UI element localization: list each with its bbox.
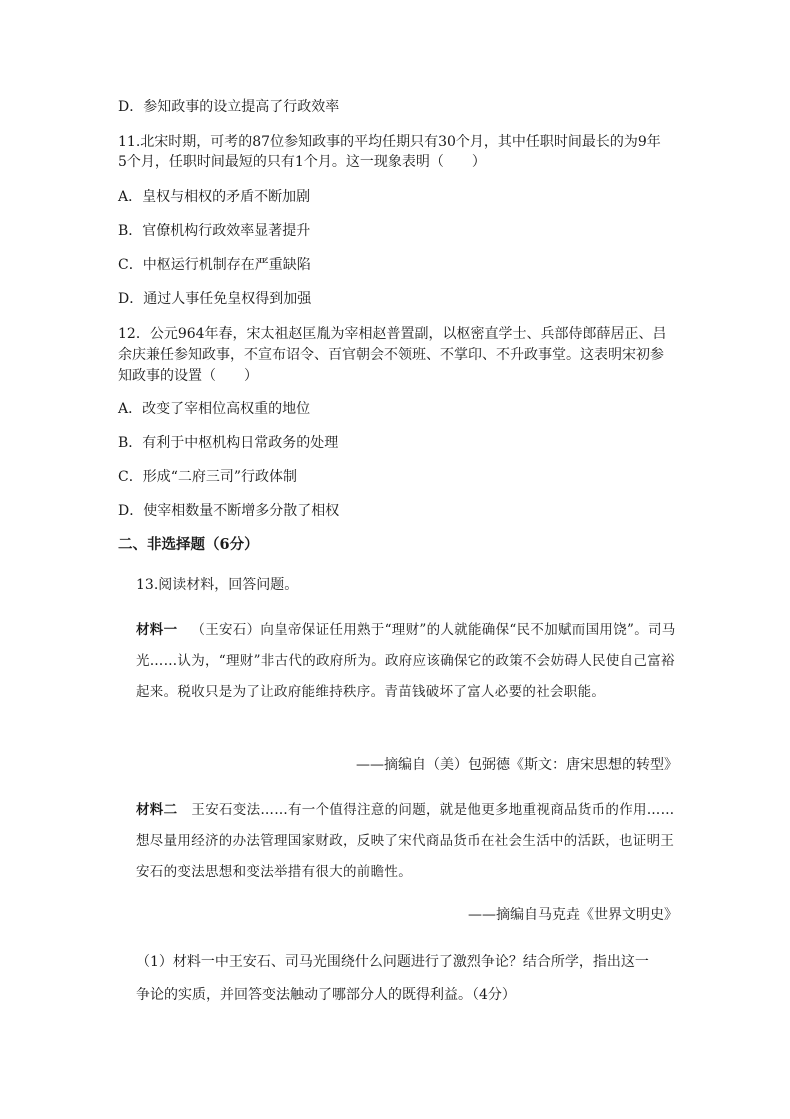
q11-stem-line-2: 5个月，任职时间最短的只有1个月。这一现象表明（ ） <box>118 154 486 170</box>
q11-option-b: B．官僚机构行政效率显著提升 <box>118 223 311 239</box>
q11-option-c: C．中枢运行机制存在严重缺陷 <box>118 257 311 273</box>
material-1 <box>136 615 676 708</box>
q11-option-d: D．通过人事任免皇权得到加强 <box>118 291 312 307</box>
q13-sub1-line-1: （1）材料一中王安石、司马光围绕什么问题进行了激烈争论？结合所学，指出这一 <box>136 954 649 970</box>
q12-stem-line-2: 余庆兼任参知政事，不宣布诏令、百官朝会不领班、不掌印、不升政事堂。这表明宋初参 <box>118 347 664 363</box>
material-1-source: ——摘编自（美）包弼德《斯文：唐宋思想的转型》 <box>356 757 678 773</box>
material-1-label: 材料一 <box>136 622 178 638</box>
material-2-text: 王安石变法……有一个值得注意的问题，就是他更多地重视商品货币的作用……想尽量用经济的办法管理国家财政，反映了宋代商品货币在社会生活中的活跃，也证明王安石的变法思想和变法举措有很大的前瞻性。 <box>136 802 675 880</box>
material-2-source: ——摘编自马克垚《世界文明史》 <box>468 907 678 923</box>
q12-option-b: B．有利于中枢机构日常政务的处理 <box>118 435 339 451</box>
material-1-text: （王安石）向皇帝保证任用熟于“理财”的人就能确保“民不加赋而国用饶”。司马光……认为，“理财”非古代的政府所为。政府应该确保它的政策不会妨碍人民使自己富裕起来。税收只是为了让政府能维持秩序。青苗钱破坏了富人必要的社会职能。 <box>136 622 676 700</box>
q13-sub1-line-2: 争论的实质，并回答变法触动了哪部分人的既得利益。（4分） <box>136 987 516 1003</box>
material-2 <box>136 795 676 888</box>
q12-stem-line-1: 12．公元964年春，宋太祖赵匡胤为宰相赵普置副，以枢密直学士、兵部侍郎薛居正、吕 <box>118 326 667 342</box>
q11-stem-line-1: 11.北宋时期，可考的87位参知政事的平均任期只有30个月，其中任职时间最长的为9年 <box>118 134 661 150</box>
material-2-label: 材料二 <box>136 802 178 818</box>
section-heading-non-choice: 二、非选择题（6分） <box>118 536 259 553</box>
q12-option-d: D．使宰相数量不断增多分散了相权 <box>118 503 340 519</box>
q13-intro: 13.阅读材料，回答问题。 <box>136 577 299 593</box>
q12-option-a: A．改变了宰相位高权重的地位 <box>118 401 311 417</box>
q12-option-c: C．形成“二府三司”行政体制 <box>118 469 298 485</box>
q11-option-a: A．皇权与相权的矛盾不断加剧 <box>118 189 311 205</box>
q12-stem-line-3: 知政事的设置（ ） <box>118 368 258 384</box>
q10-option-d: D．参知政事的设立提高了行政效率 <box>118 99 340 115</box>
